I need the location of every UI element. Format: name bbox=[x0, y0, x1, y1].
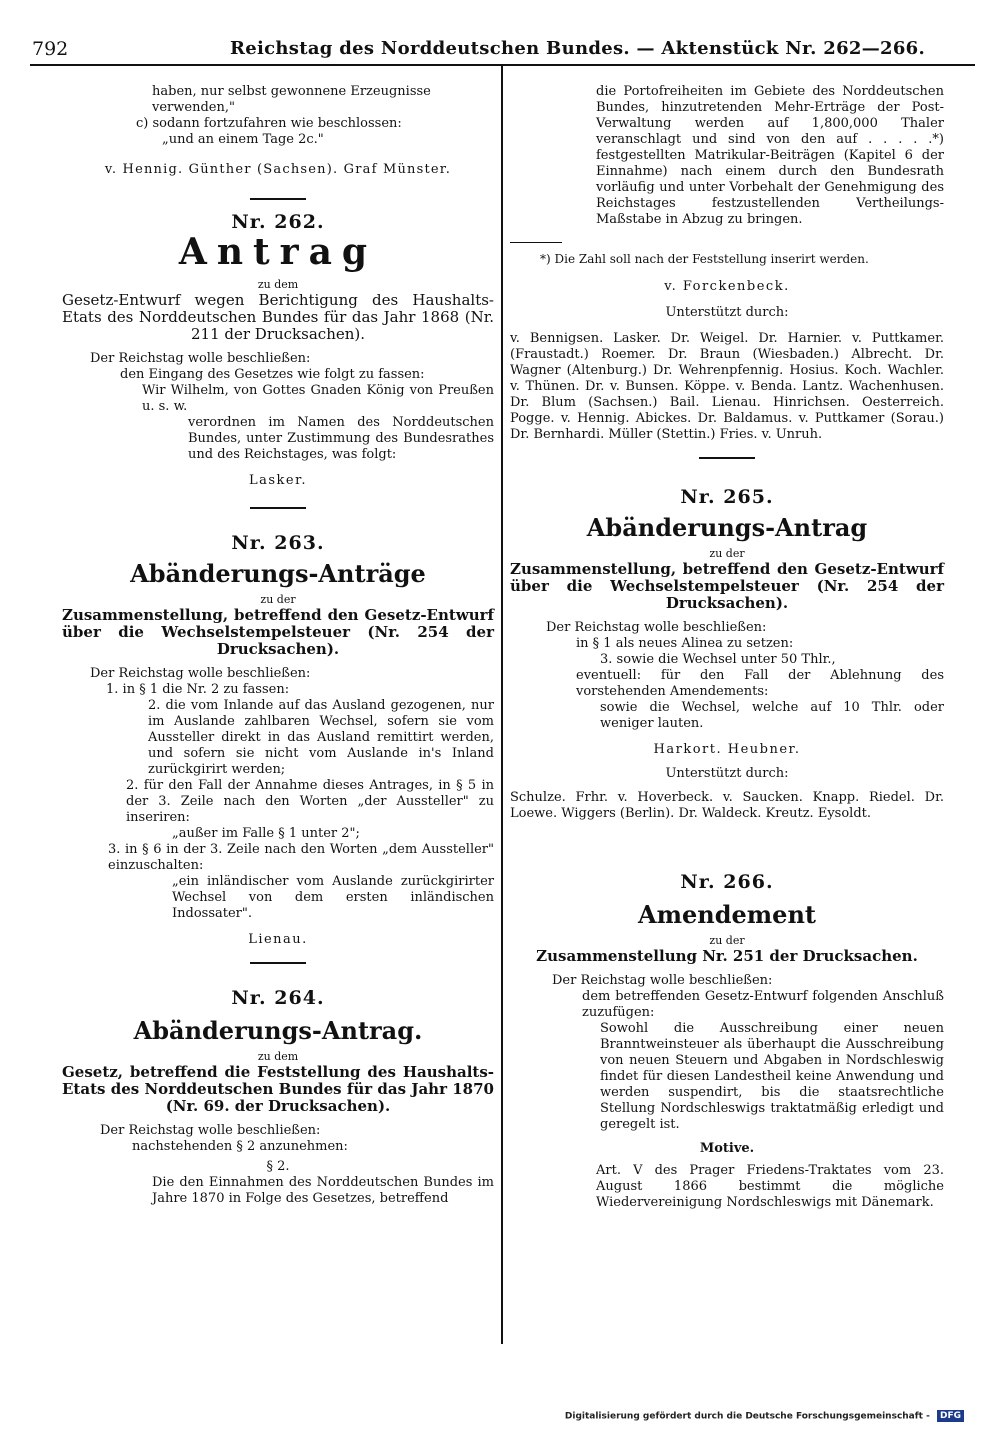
nr262-zu: zu dem bbox=[257, 278, 299, 291]
section-rule bbox=[250, 507, 306, 509]
nr263-title: Abänderungs-Anträge bbox=[130, 559, 426, 588]
nr265-number: Nr. 265. bbox=[680, 486, 774, 508]
nr264-subtitle: Gesetz, betreffend die Feststellung des Haushalts-Etats des Norddeutschen Bundes für das Jahr 1870 (Nr. 69. der Drucksachen). bbox=[62, 1063, 494, 1115]
nr263-subtitle: Zusammenstellung, betreffend den Gesetz-Entwurf über die Wechselstempelsteuer (Nr. 254 der Drucksachen). bbox=[62, 606, 494, 658]
nr262-number: Nr. 262. bbox=[231, 211, 325, 233]
nr265-signers: Harkort. Heubner. bbox=[653, 742, 801, 757]
running-head: Reichstag des Norddeutschen Bundes. — Aktenstück Nr. 262—266. bbox=[230, 38, 926, 59]
nr266-body: Der Reichstag wolle beschließen: bbox=[552, 973, 773, 988]
nr266-number: Nr. 266. bbox=[680, 871, 774, 893]
nr264-number: Nr. 264. bbox=[231, 987, 325, 1009]
intro-line: „und an einem Tage 2c." bbox=[162, 132, 324, 147]
intro-line: haben, nur selbst gewonnene Erzeugnisse bbox=[152, 84, 431, 99]
nr265-body: eventuell: für den Fall der Ablehnung des vorstehenden Amendements: bbox=[576, 668, 944, 699]
footer-text: Digitalisierung gefördert durch die Deutsche Forschungsgemeinschaft - bbox=[564, 1411, 930, 1422]
nr265-title: Abänderungs-Antrag bbox=[586, 513, 868, 542]
supported-by: Unterstützt durch: bbox=[665, 305, 789, 320]
column-rule bbox=[501, 66, 503, 1344]
intro-line: c) sodann fortzufahren wie beschlossen: bbox=[136, 116, 402, 131]
section-rule bbox=[699, 457, 755, 459]
nr263-body: „außer im Falle § 1 unter 2"; bbox=[172, 826, 360, 841]
nr262-title: Antrag bbox=[178, 231, 378, 273]
intro-line: verwenden," bbox=[152, 100, 235, 115]
dfg-logo: DFG bbox=[937, 1410, 964, 1422]
nr264-body: Die den Einnahmen des Norddeutschen Bundes im Jahre 1870 in Folge des Gesetzes, betreffend bbox=[152, 1175, 494, 1206]
nr262-signer: Lasker. bbox=[248, 473, 308, 488]
nr266-body: dem betreffenden Gesetz-Entwurf folgenden Anschluß zuzufügen: bbox=[582, 989, 944, 1020]
footnote-rule bbox=[510, 242, 562, 243]
nr263-zu: zu der bbox=[260, 593, 296, 606]
nr265-body: sowie die Wechsel, welche auf 10 Thlr. oder weniger lauten. bbox=[600, 700, 944, 731]
right-column bbox=[510, 84, 944, 1211]
nr264-title: Abänderungs-Antrag. bbox=[133, 1016, 423, 1045]
intro-signers: v. Hennig. Günther (Sachsen). Graf Münster. bbox=[104, 162, 452, 177]
footnote: *) Die Zahl soll nach der Feststellung inserirt werden. bbox=[540, 252, 869, 266]
nr263-body: 1. in § 1 die Nr. 2 zu fassen: bbox=[106, 682, 290, 697]
nr263-body: 3. in § 6 in der 3. Zeile nach den Worten „dem Aussteller" einzuschalten: bbox=[108, 842, 494, 873]
nr265-zu: zu der bbox=[709, 547, 745, 560]
nr263-body: 2. die vom Inlande auf das Ausland gezogenen, nur im Auslande zahlbaren Wechsel, sofern sie vom Aussteller direkt in das Ausland remittirt werden, und sofern sie nicht vom Auslande in's Inland zurückgirirt werden; bbox=[148, 698, 494, 777]
nr266-title: Amendement bbox=[638, 900, 816, 929]
page-header bbox=[30, 34, 970, 64]
nr264-zu: zu dem bbox=[257, 1050, 299, 1063]
motive-heading: Motive. bbox=[699, 1141, 755, 1156]
nr266-zu: zu der bbox=[709, 934, 745, 947]
nr262-body: Der Reichstag wolle beschließen: bbox=[90, 351, 311, 366]
nr263-number: Nr. 263. bbox=[231, 532, 325, 554]
section-rule bbox=[250, 962, 306, 964]
nr262-body: verordnen im Namen des Norddeutschen Bundes, unter Zustimmung des Bundesrathes und des Reichstages, was folgt: bbox=[188, 415, 494, 462]
nr265-supporters: Schulze. Frhr. v. Hoverbeck. v. Saucken. Knapp. Riedel. Dr. Loewe. Wiggers (Berlin). Dr. Waldeck. Kreutz. Eysoldt. bbox=[510, 790, 944, 821]
nr263-body: 2. für den Fall der Annahme dieses Antrages, in § 5 in der 3. Zeile nach den Worten „der Aussteller" zu inseriren: bbox=[126, 778, 494, 825]
nr264-body: § 2. bbox=[266, 1159, 290, 1174]
nr265-subtitle: Zusammenstellung, betreffend den Gesetz-Entwurf über die Wechselstempelsteuer (Nr. 254 der Drucksachen). bbox=[510, 560, 944, 612]
nr263-signer: Lienau. bbox=[248, 932, 308, 947]
nr262-body: Wir Wilhelm, von Gottes Gnaden König von Preußen u. s. w. bbox=[142, 383, 494, 414]
nr262-body: den Eingang des Gesetzes wie folgt zu fassen: bbox=[120, 367, 425, 382]
nr265-supported-by: Unterstützt durch: bbox=[665, 766, 789, 781]
motive-text: Art. V des Prager Friedens-Traktates vom 23. August 1866 bestimmt die mögliche Wiedervereinigung Nordschleswigs mit Dänemark. bbox=[596, 1163, 944, 1210]
nr265-body: 3. sowie die Wechsel unter 50 Thlr., bbox=[600, 652, 836, 667]
nr263-body: „ein inländischer vom Auslande zurückgirirter Wechsel von dem ersten inländischen Indossater". bbox=[172, 874, 494, 921]
nr266-subtitle: Zusammenstellung Nr. 251 der Drucksachen. bbox=[536, 947, 918, 965]
signer: v. Forckenbeck. bbox=[664, 279, 790, 294]
nr266-body: Sowohl die Ausschreibung einer neuen Branntweinsteuer als überhaupt die Ausschreibung von neuen Steuern und Abgaben in Nordschleswig findet für diesen Landestheil keine Anwendung und werden suspendirt, bis die staatsrechtliche Stellung Nordschleswigs traktatmäßig erledigt und geregelt ist. bbox=[600, 1021, 944, 1132]
page-footer bbox=[565, 1410, 964, 1422]
page-number: 792 bbox=[32, 38, 69, 60]
section-rule bbox=[250, 198, 306, 200]
supporters: v. Bennigsen. Lasker. Dr. Weigel. Dr. Harnier. v. Puttkamer. (Fraustadt.) Roemer. Dr. Braun (Wiesbaden.) Albrecht. Dr. Wagner (Altenburg.) Dr. Wehrenpfennig. Hosius. Koch. Wachler. v. Thünen. Dr. v. Bunsen. Köppe. v. Benda. Lantz. Wachenhusen. Dr. Blum (Sachsen.) Bail. Lienau. Hinrichsen. Oesterreich. Pogge. v. Hennig. Abickes. Dr. Baldamus. v. Puttkamer (Sorau.) Dr. Bernhardi. Müller (Stettin.) Fries. v. Unruh. bbox=[510, 331, 944, 442]
nr264-body: Der Reichstag wolle beschließen: bbox=[100, 1123, 321, 1138]
nr265-body: in § 1 als neues Alinea zu setzen: bbox=[576, 636, 794, 651]
nr262-subtitle: Gesetz-Entwurf wegen Berichtigung des Haushalts-Etats des Norddeutschen Bundes für das Jahr 1868 (Nr. 211 der Drucksachen). bbox=[62, 291, 494, 343]
left-column bbox=[62, 84, 494, 1207]
nr264-body: nachstehenden § 2 anzunehmen: bbox=[132, 1139, 348, 1154]
cont-text: die Portofreiheiten im Gebiete des Norddeutschen Bundes, hinzutretenden Mehr-Erträge der Post-Verwaltung werden auf 1,800,000 Thaler veranschlagt und sind von den auf . . . . .*) festgestellten Matrikular-Beiträgen (Kapitel 6 der Einnahme) nach einem durch den Bundesrath vorläufig und unter Vorbehalt der Genehmigung des Reichstages festzustellenden Vertheilungs-Maßstabe in Abzug zu bringen. bbox=[596, 84, 944, 227]
nr263-body: Der Reichstag wolle beschließen: bbox=[90, 666, 311, 681]
nr265-body: Der Reichstag wolle beschließen: bbox=[546, 620, 767, 635]
